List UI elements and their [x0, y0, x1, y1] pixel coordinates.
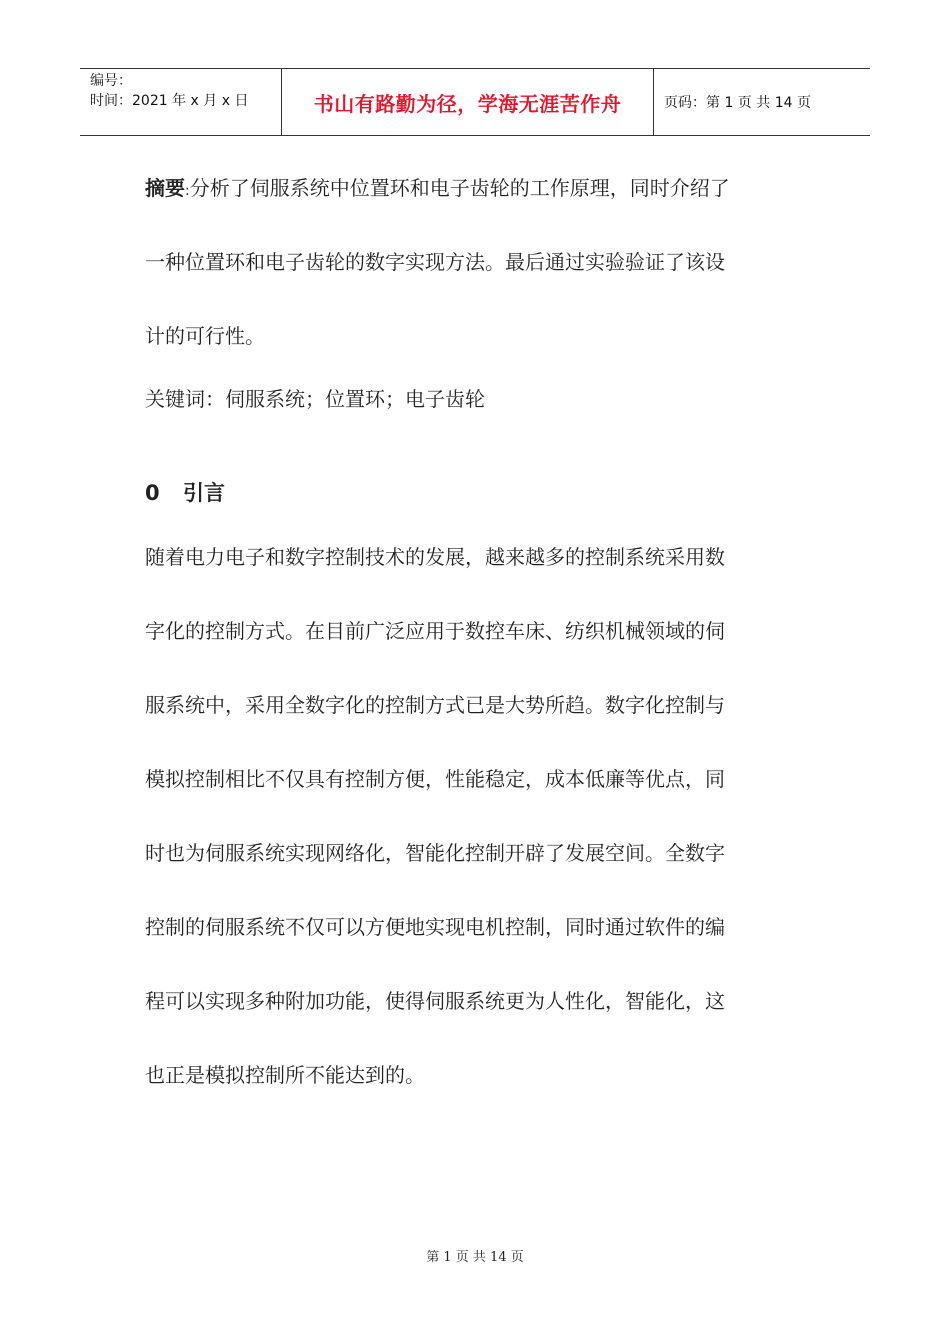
- abstract-line-2: 一种位置环和电子齿轮的数字实现方法。最后通过实验验证了该设: [145, 250, 725, 274]
- abstract-separator: :: [185, 183, 190, 199]
- intro-paragraph-line: 模拟控制相比不仅具有控制方便，性能稳定，成本低廉等优点，同: [145, 767, 725, 791]
- abstract-line-1: [145, 172, 730, 201]
- document-number-label: 编号：: [90, 73, 132, 89]
- intro-paragraph-line: 程可以实现多种附加功能，使得伺服系统更为人性化，智能化，这: [145, 989, 725, 1013]
- header-page-info: 页码：第 1 页 共 14 页: [664, 95, 811, 111]
- section-heading: [145, 477, 225, 507]
- abstract-line-3: 计的可行性。: [145, 324, 265, 348]
- intro-paragraph-line: 字化的控制方式。在目前广泛应用于数控车床、纺织机械领域的伺: [145, 619, 725, 643]
- header-meta: [80, 69, 281, 135]
- keywords: 关键词：伺服系统；位置环；电子齿轮: [145, 387, 485, 411]
- document-date: 时间：2021 年 x 月 x 日: [90, 93, 249, 109]
- intro-paragraph-line: 也正是模拟控制所不能达到的。: [145, 1063, 425, 1087]
- section-number: 0: [145, 481, 160, 505]
- page-footer: 第 1 页 共 14 页: [426, 1250, 524, 1265]
- abstract-text-1: 分析了伺服系统中位置环和电子齿轮的工作原理，同时介绍了: [189, 176, 730, 200]
- intro-paragraph-line: 服系统中，采用全数字化的控制方式已是大势所趋。数字化控制与: [145, 693, 725, 717]
- document-header: [80, 68, 870, 136]
- intro-paragraph-line: 时也为伺服系统实现网络化，智能化控制开辟了发展空间。全数字: [145, 841, 725, 865]
- header-motto: 书山有路勤为径，学海无涯苦作舟: [281, 69, 654, 135]
- intro-paragraph-line: 控制的伺服系统不仅可以方便地实现电机控制，同时通过软件的编: [145, 915, 725, 939]
- section-title: 引言: [183, 481, 225, 505]
- intro-paragraph-line: 随着电力电子和数字控制技术的发展，越来越多的控制系统采用数: [145, 545, 725, 569]
- abstract-label: 摘要: [145, 176, 185, 200]
